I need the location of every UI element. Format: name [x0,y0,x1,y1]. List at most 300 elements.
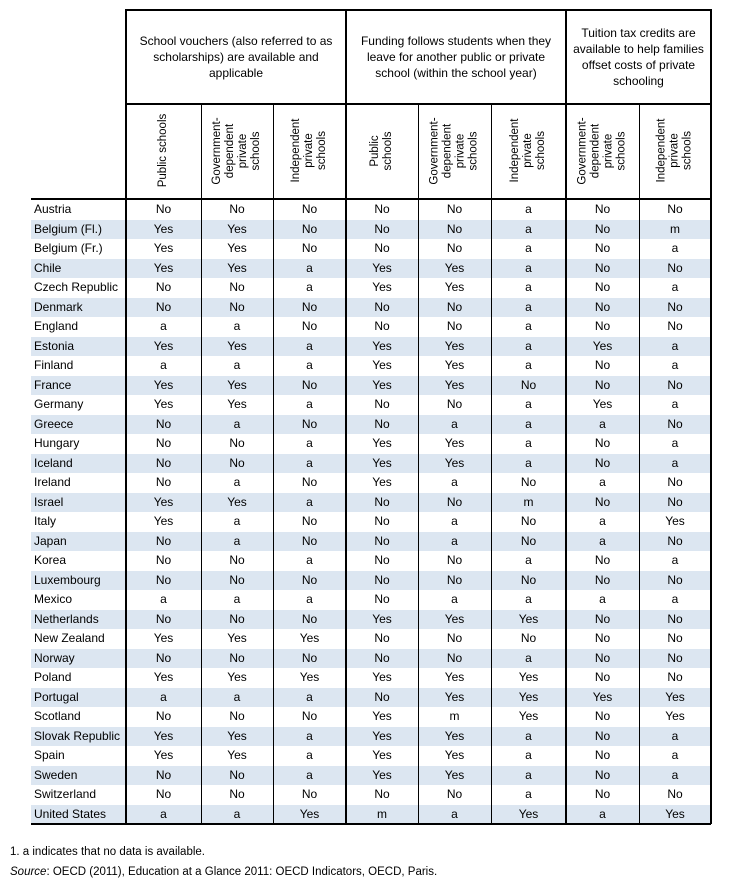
table-row [31,727,711,747]
table-cell: Yes [227,338,247,353]
group-divider [125,9,128,824]
group-header-school-vouchers: School vouchers (also referred to as scholarships) are available and applicable [139,33,333,80]
table-cell: No [374,514,390,528]
country-name: Spain [34,748,65,762]
table-cell: No [155,709,172,723]
table-cell: No [374,533,390,548]
source-label: Source [10,866,47,878]
table-cell: Yes [444,611,465,626]
table-cell: No [446,319,463,333]
table-cell: a [233,533,241,548]
table-cell: a [160,319,167,333]
table-cell: No [155,280,172,294]
table-row [31,415,711,435]
table-cell: No [229,202,245,216]
table-cell: No [594,377,611,392]
table-cell: No [301,241,318,255]
table-cell: No [155,455,172,470]
table-cell: No [301,475,318,489]
table-cell: Yes [299,670,320,684]
table-cell: No [594,650,611,665]
table-cell: Yes [444,260,465,275]
table-cell: a [306,455,313,470]
table-cell: Yes [153,631,174,645]
table-cell: a [599,416,606,431]
table-cell: Yes [372,670,392,684]
table-cell: a [233,358,241,372]
column-header [346,104,418,197]
table-cell: a [525,728,532,743]
table-row [31,220,711,240]
table-cell: No [520,475,537,489]
group-divider [565,9,568,824]
header-top-border [126,9,711,11]
table-cell: No [374,650,390,665]
table-row [31,532,711,552]
table-cell: Yes [227,221,247,236]
table-cell: No [374,787,390,801]
table-cell: a [306,280,313,294]
table-cell: Yes [227,631,247,645]
country-name: France [34,377,72,392]
country-name: England [34,319,79,333]
table-cell: No [446,241,463,255]
table-cell: No [374,572,390,587]
table-cell: a [671,436,679,450]
table-cell: Yes [444,455,465,470]
table-cell: No [667,533,683,548]
table-cell: Yes [444,670,465,684]
table-cell: No [446,631,463,645]
table-row [31,337,711,357]
table-cell: No [667,611,683,626]
column-header-label: Government-dependent private schools [428,116,480,185]
table-cell: No [594,455,611,470]
table-cell: No [667,416,683,431]
table-row [31,649,711,669]
column-header-label: Independent private schools [290,118,328,183]
country-name: Finland [34,358,74,372]
table-cell: No [374,494,390,509]
country-name: Czech Republic [34,280,119,294]
table-row [31,454,711,474]
column-divider [491,104,492,824]
table-cell: a [671,455,679,470]
table-cell: a [671,241,679,255]
table-cell: a [306,592,313,606]
table-cell: No [374,631,390,645]
country-name: United States [34,806,107,821]
table-cell: a [599,806,606,821]
table-cell: No [594,767,611,782]
table-cell: Yes [592,689,613,704]
table-cell: No [594,494,611,509]
table-cell: Yes [299,806,320,821]
table-row [31,629,711,649]
table-cell: No [594,241,611,255]
source-text: : OECD (2011), Education at a Glance 2011: OECD Indicators, OECD, Paris. [46,866,438,878]
table-cell: Yes [665,709,685,723]
country-name: Italy [34,514,57,528]
table-cell: No [155,436,172,450]
table-cell: No [667,631,683,645]
table-cell: a [671,592,679,606]
table-cell: No [374,689,390,704]
table-row [31,259,711,279]
table-cell: a [306,748,313,762]
table-cell: No [301,377,318,392]
country-name: Israel [34,494,64,509]
table-cell: No [446,650,463,665]
table-cell: Yes [592,397,613,411]
table-cell: No [155,650,172,665]
table-cell: Yes [372,728,392,743]
table-cell: a [671,338,679,353]
table-cell: a [306,553,313,567]
table-cell: a [233,514,241,528]
table-cell: Yes [227,670,247,684]
table-row [31,805,711,825]
table-cell: No [229,611,245,626]
table-cell: Yes [444,338,465,353]
table-cell: a [525,202,532,216]
table-cell: No [374,299,390,314]
table-row [31,434,711,454]
table-cell: a [306,260,313,275]
country-name: Estonia [34,338,75,353]
country-name: Netherlands [34,611,99,626]
table-cell: a [233,806,241,821]
table-cell: No [594,553,611,567]
table-cell: a [525,787,532,801]
table-cell: No [374,553,390,567]
table-cell: a [451,514,458,528]
table-cell: No [301,572,318,587]
table-cell: a [233,689,241,704]
table-cell: No [374,592,390,606]
table-cell: Yes [665,806,685,821]
table-cell: No [594,280,611,294]
table-cell: a [525,338,532,353]
table-row [31,590,711,610]
table-cell: Yes [153,397,174,411]
country-name: Slovak Republic [34,728,121,743]
table-cell: Yes [444,748,465,762]
table-cell: Yes [227,494,247,509]
table-cell: No [229,280,245,294]
table-cell: No [446,202,463,216]
group-header-border [126,103,711,106]
table-cell: a [525,221,532,236]
table-cell: a [671,553,679,567]
table-cell: a [671,397,679,411]
table-cell: a [525,280,532,294]
table-cell: No [667,494,683,509]
table-cell: No [301,650,318,665]
table-cell: No [446,397,463,411]
column-header-label: Independent private schools [509,118,547,183]
table-cell: a [233,416,241,431]
table-cell: a [525,748,532,762]
table-cell: Yes [372,280,392,294]
table-cell: No [301,514,318,528]
table-cell: No [446,299,463,314]
table-cell: No [594,709,611,723]
table-cell: No [446,494,463,509]
table-cell: a [306,397,313,411]
table-cell: Yes [372,767,392,782]
table-cell: No [667,572,683,587]
table-cell: a [451,806,458,821]
table-cell: a [671,358,679,372]
table-cell: No [520,514,537,528]
table-cell: Yes [227,748,247,762]
country-name: Germany [34,397,84,411]
table-cell: No [667,650,683,665]
table-cell: a [160,806,167,821]
table-cell: No [301,709,318,723]
table-row [31,395,711,415]
table-cell: Yes [518,709,539,723]
column-header-label: Government-dependent private schools [576,116,628,185]
table-cell: No [667,319,683,333]
column-header [201,104,273,197]
table-cell: a [306,728,313,743]
table-cell: No [229,709,245,723]
table-cell: a [233,475,241,489]
column-header [639,104,711,197]
table-row [31,200,711,220]
country-name: Poland [34,670,72,684]
table-cell: Yes [518,806,539,821]
table-cell: No [229,650,245,665]
country-name: New Zealand [34,631,105,645]
table-cell: No [155,767,172,782]
table-cell: No [667,299,683,314]
table-cell: Yes [372,611,392,626]
table-cell: a [306,436,313,450]
table-cell: No [667,475,683,489]
country-name: Chile [34,260,62,275]
table-cell: a [525,397,532,411]
column-divider [201,104,202,824]
table-cell: Yes [227,397,247,411]
table-cell: a [451,592,458,606]
table-cell: Yes [518,689,539,704]
table-cell: a [525,650,532,665]
table-row [31,493,711,513]
table-cell: No [301,221,318,236]
table-cell: No [594,787,611,801]
table-cell: Yes [153,670,174,684]
country-name: Scotland [34,709,81,723]
column-divider [273,104,274,824]
table-cell: No [667,670,683,684]
table-cell: a [599,475,606,489]
country-name: Norway [34,650,75,665]
table-cell: m [377,806,387,821]
table-cell: Yes [372,358,392,372]
table-cell: No [229,553,245,567]
group-header-tuition-tax-credits: Tuition tax credits are available to help families offset costs of private schooling [573,25,704,88]
country-name: Denmark [34,299,83,314]
table-cell: a [671,748,679,762]
table-cell: a [451,475,458,489]
table-row [31,473,711,493]
table-cell: a [160,592,167,606]
table-cell: Yes [153,241,174,255]
table-cell: No [446,572,463,587]
table-cell: a [525,553,532,567]
table-cell: Yes [372,338,392,353]
table-cell: No [155,202,172,216]
table-cell: Yes [444,377,465,392]
table-row [31,278,711,298]
table-cell: No [667,377,683,392]
table-cell: a [525,358,532,372]
table-cell: No [594,358,611,372]
table-cell: No [594,260,611,275]
country-name: Belgium (Fr.) [34,241,103,255]
table-row [31,746,711,766]
column-header [418,104,491,197]
table-cell: No [374,416,390,431]
table-cell: Yes [227,377,247,392]
table-cell: m [670,221,680,236]
country-name: Portugal [34,689,79,704]
country-name: Korea [34,553,67,567]
table-cell: Yes [153,221,174,236]
table-cell: a [525,241,532,255]
table-cell: No [594,299,611,314]
table-row [31,668,711,688]
table-cell: a [525,592,532,606]
table-cell: No [594,436,611,450]
table-cell: No [229,767,245,782]
table-cell: No [594,631,611,645]
column-header [273,104,346,197]
country-name: Luxembourg [34,572,101,587]
table-cell: Yes [372,748,392,762]
table-cell: Yes [153,748,174,762]
table-cell: No [155,299,172,314]
table-cell: No [155,475,172,489]
table-cell: No [374,221,390,236]
table-cell: a [599,514,606,528]
table-cell: a [525,319,532,333]
table-cell: No [374,202,390,216]
table-cell: a [306,767,313,782]
table-cell: a [306,338,313,353]
table-cell: a [233,592,241,606]
table-cell: a [525,260,532,275]
table-row [31,356,711,376]
table-cell: Yes [153,260,174,275]
table-bottom-border [31,823,711,826]
country-name: Hungary [34,436,80,450]
table-cell: No [594,748,611,762]
table-cell: Yes [518,670,539,684]
table-cell: Yes [444,358,465,372]
table-cell: No [667,260,683,275]
table-cell: a [160,689,167,704]
table-cell: Yes [299,631,320,645]
country-name: Sweden [34,767,78,782]
table-cell: a [451,533,458,548]
table-cell: a [671,767,679,782]
table-cell: No [520,377,537,392]
table-cell: Yes [444,280,465,294]
table-cell: No [301,787,318,801]
table-cell: Yes [372,260,392,275]
group-divider [710,9,713,824]
table-row [31,551,711,571]
column-header [566,104,639,197]
group-divider [345,9,348,824]
table-cell: a [306,358,313,372]
source-note [10,866,437,878]
table-cell: Yes [444,689,465,704]
table-cell: Yes [518,611,539,626]
table-cell: No [667,787,683,801]
table-cell: No [594,572,611,587]
table-cell: No [594,670,611,684]
table-cell: Yes [444,767,465,782]
column-header-label: Public schools [157,113,169,188]
table-cell: Yes [444,436,465,450]
table-cell: No [155,553,172,567]
table-cell: a [525,455,532,470]
country-name: Greece [34,416,74,431]
table-cell: Yes [665,689,685,704]
table-cell: No [301,202,318,216]
table-cell: No [374,241,390,255]
table-row [31,317,711,337]
table-cell: No [229,572,245,587]
table-cell: a [671,280,679,294]
table-cell: Yes [372,475,392,489]
table-cell: No [446,221,463,236]
country-name: Ireland [34,475,71,489]
column-header [126,104,201,197]
table-cell: No [155,533,172,548]
table-cell: Yes [372,455,392,470]
table-cell: No [520,572,537,587]
group-header-funding-follows-students: Funding follows students when they leave for another public or private school (within the school year) [360,33,552,80]
table-cell: a [306,689,313,704]
table-row [31,785,711,805]
table-cell: No [374,397,390,411]
table-row [31,239,711,259]
table-cell: Yes [372,709,392,723]
table-cell: No [301,611,318,626]
table-cell: No [374,319,390,333]
table-cell: No [229,787,245,801]
header-bottom-border [31,198,711,201]
table-cell: No [446,553,463,567]
indicator-table [31,9,711,827]
table-row [31,376,711,396]
table-cell: a [599,592,606,606]
table-cell: Yes [444,728,465,743]
table-cell: No [594,319,611,333]
table-cell: Yes [227,241,247,255]
table-cell: a [525,436,532,450]
table-cell: Yes [227,260,247,275]
column-header-label: Independent private schools [655,118,694,183]
table-cell: No [155,611,172,626]
table-cell: m [523,494,534,509]
